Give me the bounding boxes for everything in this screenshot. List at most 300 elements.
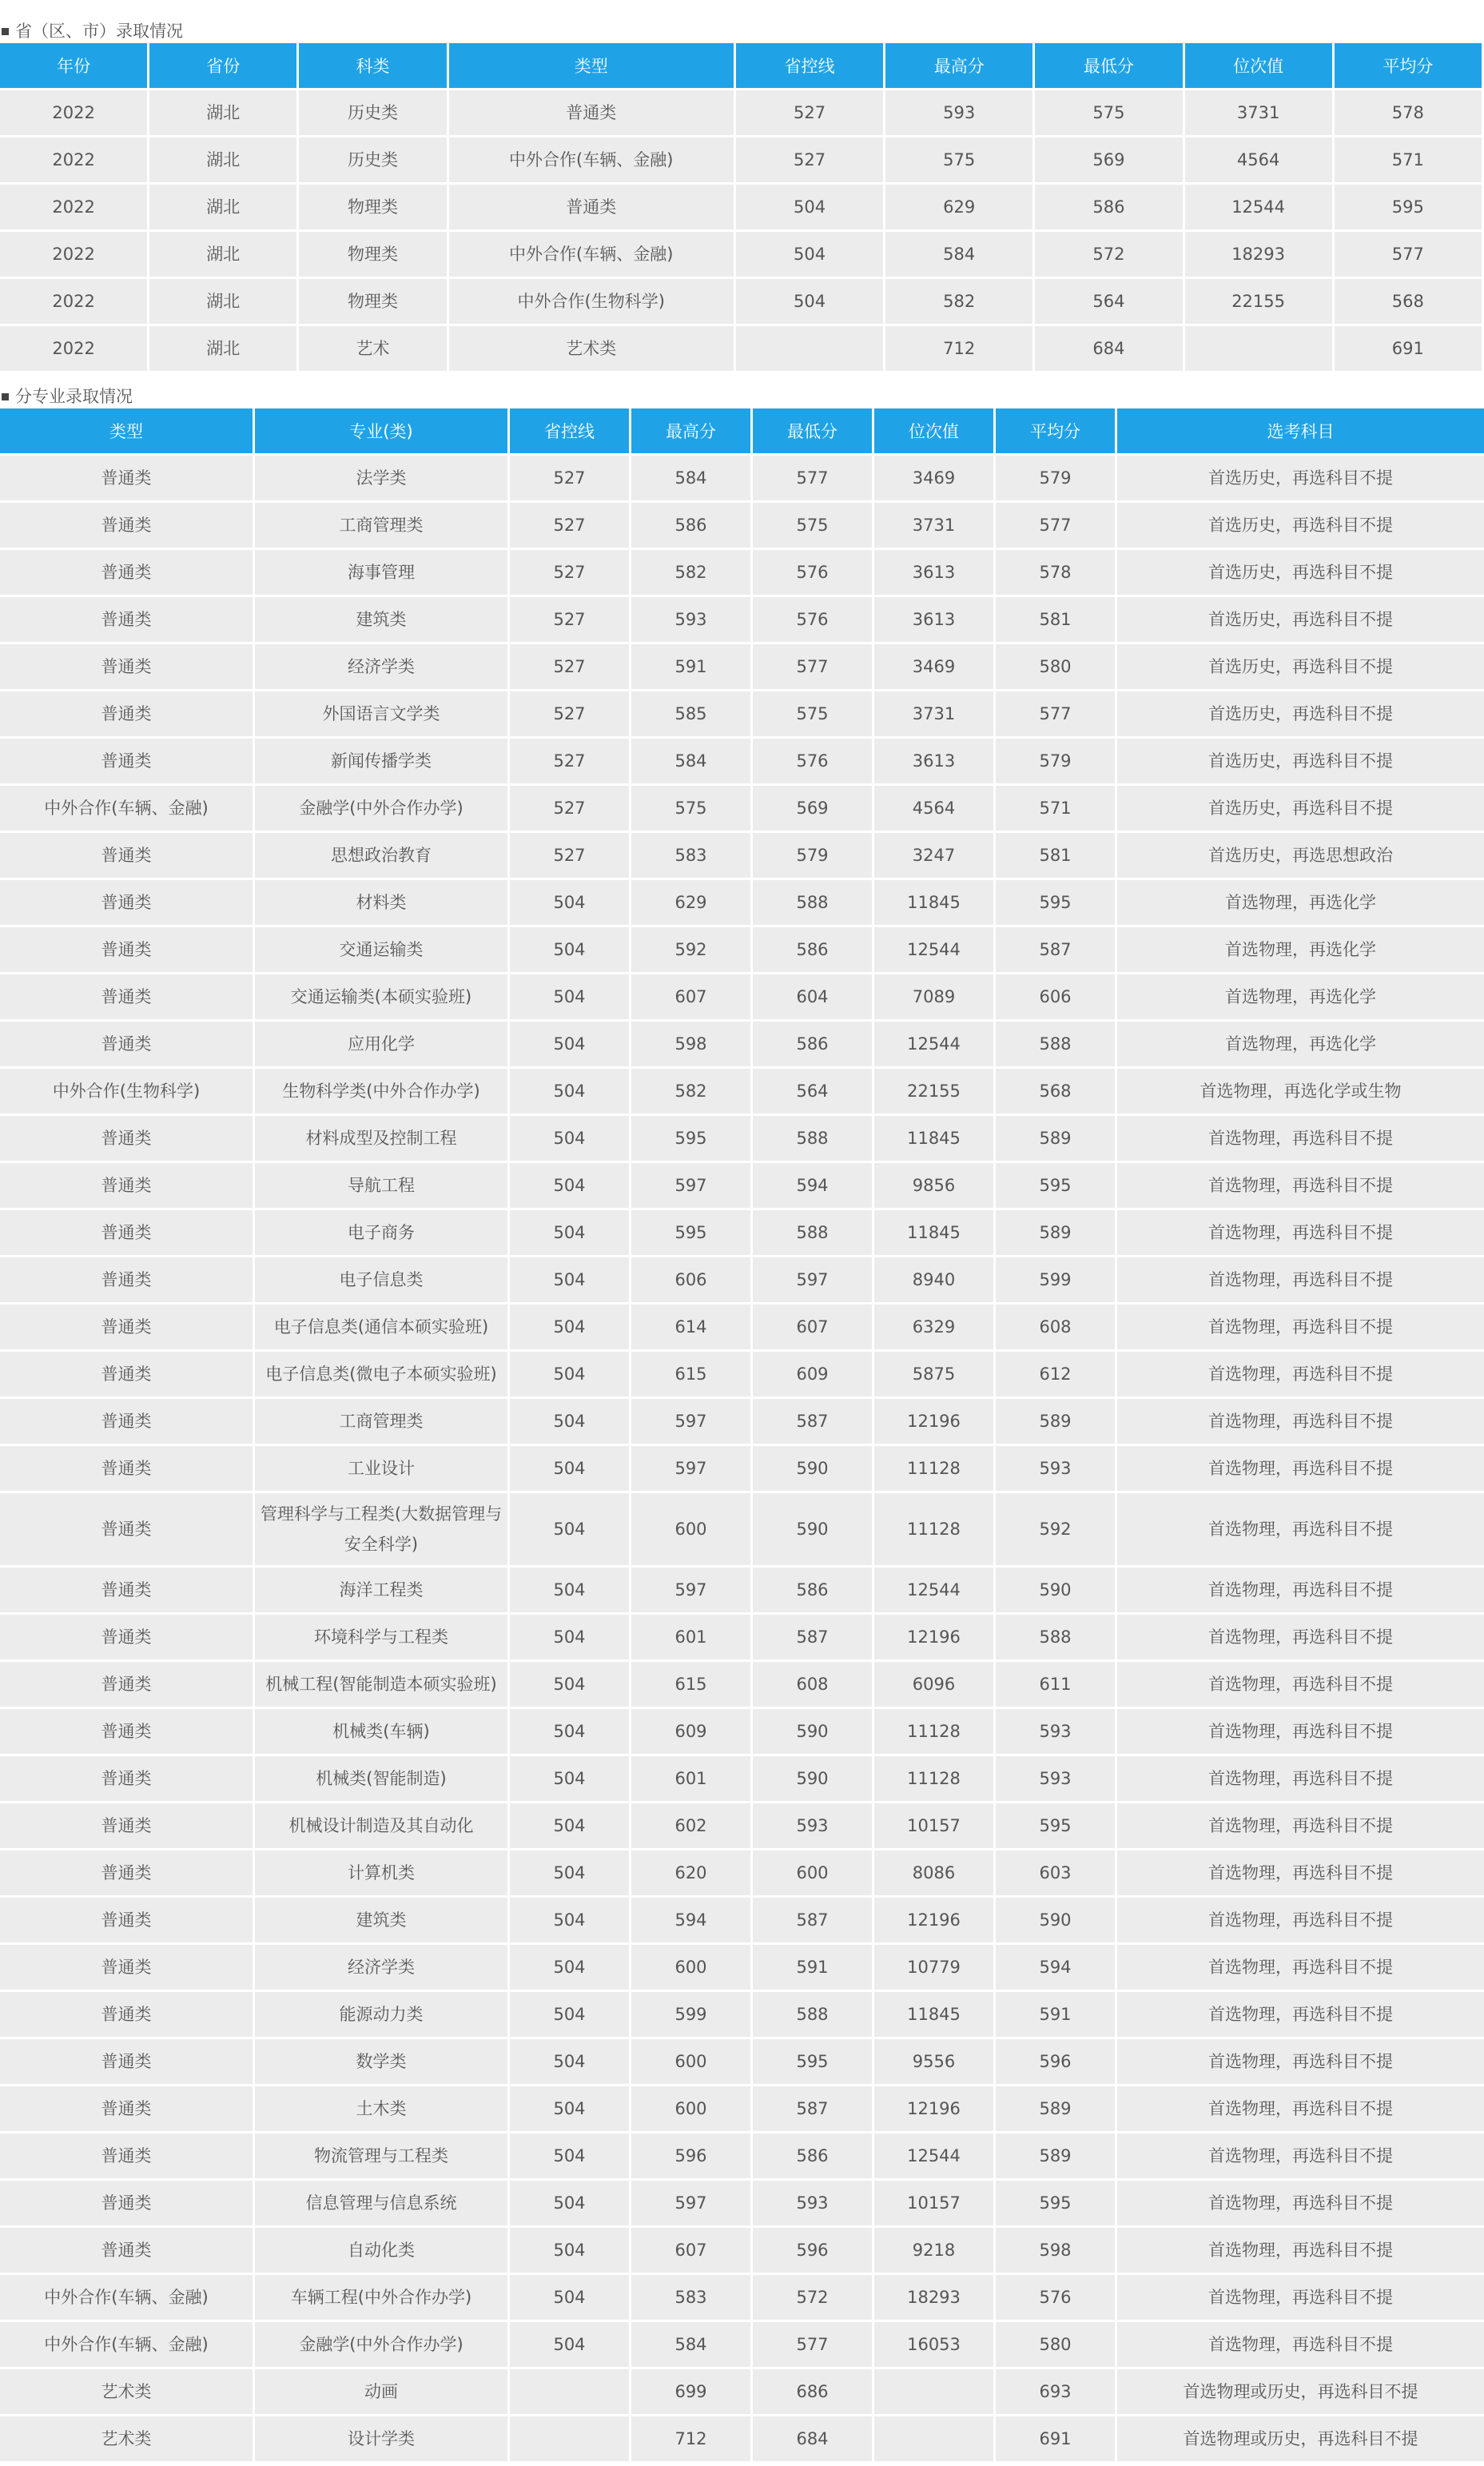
table-cell: 首选历史，再选科目不提 (1117, 503, 1484, 548)
table-cell: 593 (753, 1803, 872, 1848)
table-cell: 普通类 (0, 1992, 253, 2037)
table-cell: 699 (631, 2369, 750, 2414)
table-cell: 595 (753, 2039, 872, 2084)
table-cell: 普通类 (0, 880, 253, 925)
table-cell: 首选物理或历史，再选科目不提 (1117, 2416, 1484, 2461)
table-row (0, 739, 1484, 783)
table-cell: 交通运输类 (255, 927, 507, 972)
table-cell: 504 (510, 1709, 629, 1754)
table-row (0, 2228, 1484, 2273)
table-cell: 591 (996, 1992, 1115, 2037)
table-row (0, 1210, 1484, 1255)
table-cell: 首选物理，再选化学 (1117, 880, 1484, 925)
table-header-row (0, 43, 1482, 88)
table-cell: 首选物理，再选化学 (1117, 974, 1484, 1019)
column-header: 最高分 (885, 43, 1032, 88)
table-cell: 首选物理，再选化学 (1117, 927, 1484, 972)
table-cell: 普通类 (0, 1662, 253, 1707)
table-cell: 普通类 (0, 503, 253, 548)
table-row (0, 1662, 1484, 1707)
table-cell: 504 (510, 1446, 629, 1491)
table-row (0, 644, 1484, 689)
table-cell: 593 (996, 1756, 1115, 1801)
table-cell: 568 (996, 1069, 1115, 1113)
table-cell: 597 (753, 1257, 872, 1302)
table-cell: 504 (736, 185, 883, 229)
table-cell: 首选物理，再选科目不提 (1117, 1850, 1484, 1895)
table-cell: 首选历史，再选科目不提 (1117, 786, 1484, 831)
table-cell: 普通类 (0, 1756, 253, 1801)
table-cell: 10157 (874, 2181, 993, 2225)
table-cell: 2022 (0, 232, 147, 277)
table-row (0, 1803, 1484, 1848)
table-cell: 金融学(中外合作办学) (255, 2322, 507, 2367)
table-cell: 589 (996, 2086, 1115, 2131)
table-cell: 595 (1335, 185, 1482, 229)
table-cell: 普通类 (0, 2086, 253, 2131)
table-cell: 504 (510, 1069, 629, 1113)
table-cell: 首选物理，再选科目不提 (1117, 1210, 1484, 1255)
table-cell: 607 (631, 974, 750, 1019)
table-cell: 首选物理，再选科目不提 (1117, 1662, 1484, 1707)
table-cell: 历史类 (299, 90, 446, 135)
table-cell: 金融学(中外合作办学) (255, 786, 507, 831)
table-cell: 6329 (874, 1305, 993, 1349)
table-cell: 593 (631, 597, 750, 642)
table-cell: 普通类 (0, 2039, 253, 2084)
column-header: 平均分 (996, 408, 1115, 453)
table-cell: 首选物理，再选科目不提 (1117, 1352, 1484, 1396)
table-cell: 596 (996, 2039, 1115, 2084)
table-cell: 597 (631, 1568, 750, 1612)
table-cell: 504 (510, 880, 629, 925)
table-cell: 建筑类 (255, 1898, 507, 1942)
table-cell: 604 (753, 974, 872, 1019)
table-cell: 普通类 (0, 1493, 253, 1565)
table-cell: 建筑类 (255, 597, 507, 642)
table-cell: 机械类(智能制造) (255, 1756, 507, 1801)
table-cell: 575 (753, 691, 872, 736)
table-cell: 普通类 (0, 1803, 253, 1848)
table-cell: 机械类(车辆) (255, 1709, 507, 1754)
table-row (0, 550, 1484, 595)
table-cell: 法学类 (255, 456, 507, 500)
table-cell: 5875 (874, 1352, 993, 1396)
table-cell: 587 (753, 1615, 872, 1659)
table-row (0, 279, 1482, 324)
major-admission-table (0, 406, 1484, 2464)
table-cell: 湖北 (149, 232, 296, 277)
table-cell: 普通类 (0, 1850, 253, 1895)
table-cell: 车辆工程(中外合作办学) (255, 2275, 507, 2320)
table-cell: 3613 (874, 550, 993, 595)
table-row (0, 1945, 1484, 1990)
table-cell: 普通类 (0, 691, 253, 736)
table-cell: 504 (510, 1116, 629, 1161)
table-cell: 572 (1035, 232, 1182, 277)
table-cell: 569 (1035, 137, 1182, 182)
table-cell: 普通类 (0, 2181, 253, 2225)
table-cell: 物理类 (299, 279, 446, 324)
table-cell: 首选物理，再选科目不提 (1117, 2181, 1484, 2225)
table-cell: 首选物理，再选科目不提 (1117, 1305, 1484, 1349)
table-cell: 577 (996, 503, 1115, 548)
table-cell: 中外合作(车辆、金融) (449, 232, 734, 277)
table-cell: 电子信息类 (255, 1257, 507, 1302)
table-cell: 693 (996, 2369, 1115, 2414)
table-cell: 湖北 (149, 185, 296, 229)
table-cell: 设计学类 (255, 2416, 507, 2461)
table-cell: 600 (631, 1493, 750, 1565)
table-cell: 600 (631, 2086, 750, 2131)
table-cell: 普通类 (0, 550, 253, 595)
table-cell: 首选物理，再选科目不提 (1117, 2322, 1484, 2367)
table-cell: 首选物理，再选科目不提 (1117, 1568, 1484, 1612)
table-cell: 527 (736, 90, 883, 135)
table-cell: 12196 (874, 1898, 993, 1942)
table-cell: 首选物理，再选科目不提 (1117, 1756, 1484, 1801)
table-cell: 504 (510, 1803, 629, 1848)
table-cell: 620 (631, 1850, 750, 1895)
table-cell: 582 (631, 550, 750, 595)
table-cell: 575 (1035, 90, 1182, 135)
table-cell: 中外合作(车辆、金融) (0, 2275, 253, 2320)
column-header: 最低分 (1035, 43, 1182, 88)
table-cell: 590 (996, 1898, 1115, 1942)
table-cell: 物理类 (299, 232, 446, 277)
table-cell: 12544 (874, 927, 993, 972)
province-admission-table (0, 41, 1484, 373)
table-cell: 3731 (874, 691, 993, 736)
table-cell: 10157 (874, 1803, 993, 1848)
table-cell: 587 (753, 1399, 872, 1444)
table-cell: 504 (510, 1898, 629, 1942)
column-header: 选考科目 (1117, 408, 1484, 453)
table-cell: 首选历史，再选科目不提 (1117, 644, 1484, 689)
table-cell: 504 (736, 279, 883, 324)
table-cell: 587 (753, 2086, 872, 2131)
table-cell: 普通类 (449, 185, 734, 229)
table-cell: 594 (753, 1163, 872, 1208)
section-title-major-text: 分专业录取情况 (15, 387, 133, 406)
table-cell: 中外合作(生物科学) (0, 1069, 253, 1113)
table-cell: 18293 (1185, 232, 1332, 277)
table-cell: 597 (631, 1446, 750, 1491)
table-cell: 600 (631, 1945, 750, 1990)
column-header: 类型 (449, 43, 734, 88)
table-cell: 11845 (874, 880, 993, 925)
table-cell: 601 (631, 1756, 750, 1801)
table-cell: 590 (753, 1493, 872, 1565)
table-cell: 589 (996, 1210, 1115, 1255)
table-row (0, 1992, 1484, 2037)
table-row (0, 2181, 1484, 2225)
table-cell: 9856 (874, 1163, 993, 1208)
table-row (0, 597, 1484, 642)
table-cell: 504 (510, 1493, 629, 1565)
table-row (0, 90, 1482, 135)
table-cell: 思想政治教育 (255, 833, 507, 878)
table-cell: 首选物理，再选科目不提 (1117, 1945, 1484, 1990)
table-cell: 593 (885, 90, 1032, 135)
table-cell: 工商管理类 (255, 503, 507, 548)
table-cell: 608 (996, 1305, 1115, 1349)
table-cell: 591 (631, 644, 750, 689)
table-cell: 物理类 (299, 185, 446, 229)
table-cell: 16053 (874, 2322, 993, 2367)
table-row (0, 786, 1484, 831)
table-cell: 571 (1335, 137, 1482, 182)
table-cell (736, 326, 883, 371)
column-header: 最高分 (631, 408, 750, 453)
table-cell: 595 (996, 880, 1115, 925)
table-cell: 586 (753, 1022, 872, 1066)
table-cell: 11845 (874, 1210, 993, 1255)
table-row (0, 1493, 1484, 1565)
table-cell: 586 (753, 927, 872, 972)
table-cell: 普通类 (0, 927, 253, 972)
table-cell: 606 (996, 974, 1115, 1019)
table-row (0, 2369, 1484, 2414)
table-cell: 普通类 (0, 974, 253, 1019)
table-cell: 615 (631, 1662, 750, 1707)
table-cell: 18293 (874, 2275, 993, 2320)
table-cell: 580 (996, 2322, 1115, 2367)
table-cell: 22155 (1185, 279, 1332, 324)
table-cell: 600 (631, 2039, 750, 2084)
table-cell: 571 (996, 786, 1115, 831)
table-cell: 普通类 (0, 1615, 253, 1659)
table-cell: 首选历史，再选科目不提 (1117, 691, 1484, 736)
table-cell: 590 (753, 1709, 872, 1754)
table-cell: 572 (753, 2275, 872, 2320)
table-cell: 首选物理，再选科目不提 (1117, 2086, 1484, 2131)
table-cell: 2022 (0, 326, 147, 371)
table-cell: 7089 (874, 974, 993, 1019)
table-cell: 582 (885, 279, 1032, 324)
table-cell: 595 (631, 1116, 750, 1161)
table-cell: 首选历史，再选科目不提 (1117, 739, 1484, 783)
table-cell: 504 (510, 1210, 629, 1255)
table-cell: 12196 (874, 1399, 993, 1444)
table-cell: 物流管理与工程类 (255, 2133, 507, 2178)
table-row (0, 1399, 1484, 1444)
table-cell: 首选物理，再选科目不提 (1117, 1493, 1484, 1565)
table-cell: 527 (510, 456, 629, 500)
column-header: 位次值 (874, 408, 993, 453)
table-cell: 首选物理，再选科目不提 (1117, 1116, 1484, 1161)
table-cell: 576 (753, 550, 872, 595)
table-cell: 湖北 (149, 137, 296, 182)
column-header: 省控线 (736, 43, 883, 88)
table-row (0, 2039, 1484, 2084)
table-cell: 艺术类 (449, 326, 734, 371)
table-cell: 609 (631, 1709, 750, 1754)
table-row (0, 326, 1482, 371)
table-cell: 597 (631, 1399, 750, 1444)
table-cell: 中外合作(车辆、金融) (0, 786, 253, 831)
table-cell: 686 (753, 2369, 872, 2414)
table-cell: 首选物理，再选科目不提 (1117, 1257, 1484, 1302)
table-cell: 583 (631, 833, 750, 878)
table-cell: 11845 (874, 1992, 993, 2037)
table-row (0, 1709, 1484, 1754)
table-cell: 11845 (874, 1116, 993, 1161)
table-cell: 应用化学 (255, 1022, 507, 1066)
table-cell: 机械设计制造及其自动化 (255, 1803, 507, 1848)
column-header: 平均分 (1335, 43, 1482, 88)
table-row (0, 232, 1482, 277)
table-cell: 612 (996, 1352, 1115, 1396)
table-cell: 591 (753, 1945, 872, 1990)
table-cell: 艺术类 (0, 2369, 253, 2414)
table-cell: 材料类 (255, 880, 507, 925)
table-row (0, 1257, 1484, 1302)
table-cell: 614 (631, 1305, 750, 1349)
table-cell: 593 (996, 1709, 1115, 1754)
table-cell: 12544 (1185, 185, 1332, 229)
table-cell: 577 (996, 691, 1115, 736)
table-cell: 504 (510, 1568, 629, 1612)
table-cell: 湖北 (149, 326, 296, 371)
table-cell: 工业设计 (255, 1446, 507, 1491)
table-cell: 603 (996, 1850, 1115, 1895)
table-cell: 527 (510, 739, 629, 783)
table-cell: 首选物理，再选科目不提 (1117, 1992, 1484, 2037)
table-cell: 712 (631, 2416, 750, 2461)
table-cell: 首选物理，再选科目不提 (1117, 1615, 1484, 1659)
table-cell: 588 (996, 1615, 1115, 1659)
table-row (0, 1850, 1484, 1895)
table-cell: 691 (996, 2416, 1115, 2461)
table-cell: 中外合作(车辆、金融) (449, 137, 734, 182)
table-cell: 普通类 (0, 1022, 253, 1066)
table-cell: 606 (631, 1257, 750, 1302)
table-cell: 首选物理，再选科目不提 (1117, 2133, 1484, 2178)
table-cell: 普通类 (0, 833, 253, 878)
table-cell: 电子信息类(通信本硕实验班) (255, 1305, 507, 1349)
table-cell: 普通类 (0, 1116, 253, 1161)
table-cell (1185, 326, 1332, 371)
table-cell: 584 (885, 232, 1032, 277)
table-cell: 504 (510, 2086, 629, 2131)
table-cell: 12196 (874, 2086, 993, 2131)
table-cell: 2022 (0, 279, 147, 324)
section-title-major (0, 373, 1484, 408)
table-cell: 首选历史，再选科目不提 (1117, 550, 1484, 595)
table-cell: 首选物理，再选化学 (1117, 1022, 1484, 1066)
table-row (0, 1898, 1484, 1942)
table-cell: 684 (753, 2416, 872, 2461)
table-row (0, 503, 1484, 548)
table-cell: 527 (510, 550, 629, 595)
table-cell: 607 (753, 1305, 872, 1349)
table-cell: 504 (510, 927, 629, 972)
table-cell: 6096 (874, 1662, 993, 1707)
table-cell: 504 (510, 1615, 629, 1659)
table-cell: 564 (1035, 279, 1182, 324)
table-cell: 589 (996, 1116, 1115, 1161)
table-cell: 22155 (874, 1069, 993, 1113)
table-row (0, 1568, 1484, 1612)
table-cell: 587 (996, 927, 1115, 972)
table-cell: 土木类 (255, 2086, 507, 2131)
table-cell: 4564 (874, 786, 993, 831)
table-cell: 527 (510, 833, 629, 878)
table-cell: 3469 (874, 644, 993, 689)
table-cell: 504 (510, 2133, 629, 2178)
table-cell: 592 (996, 1493, 1115, 1565)
table-cell: 588 (753, 1116, 872, 1161)
table-cell: 工商管理类 (255, 1399, 507, 1444)
table-cell: 504 (510, 2181, 629, 2225)
table-cell: 580 (996, 644, 1115, 689)
table-cell: 504 (736, 232, 883, 277)
table-cell: 504 (510, 1022, 629, 1066)
table-cell: 504 (510, 1945, 629, 1990)
table-cell: 588 (753, 880, 872, 925)
table-row (0, 1615, 1484, 1659)
table-row (0, 1305, 1484, 1349)
table-cell: 11128 (874, 1709, 993, 1754)
table-cell: 594 (631, 1898, 750, 1942)
table-cell: 575 (631, 786, 750, 831)
table-cell: 609 (753, 1352, 872, 1396)
column-header: 年份 (0, 43, 147, 88)
table-row (0, 927, 1484, 972)
table-cell: 576 (996, 2275, 1115, 2320)
table-cell: 527 (510, 597, 629, 642)
table-cell: 598 (996, 2228, 1115, 2273)
table-row (0, 2086, 1484, 2131)
table-cell: 577 (1335, 232, 1482, 277)
table-cell: 599 (631, 1992, 750, 2037)
table-cell: 新闻传播学类 (255, 739, 507, 783)
table-cell: 湖北 (149, 279, 296, 324)
table-cell: 普通类 (0, 1446, 253, 1491)
table-cell: 611 (996, 1662, 1115, 1707)
table-cell: 504 (510, 1399, 629, 1444)
table-row (0, 691, 1484, 736)
table-cell: 590 (996, 1568, 1115, 1612)
table-cell: 普通类 (0, 1709, 253, 1754)
table-cell: 海事管理 (255, 550, 507, 595)
table-row (0, 1163, 1484, 1208)
column-header: 省控线 (510, 408, 629, 453)
table-row (0, 456, 1484, 500)
table-cell: 504 (510, 1850, 629, 1895)
table-cell: 普通类 (0, 1399, 253, 1444)
table-cell: 600 (753, 1850, 872, 1895)
table-cell: 10779 (874, 1945, 993, 1990)
table-cell: 材料成型及控制工程 (255, 1116, 507, 1161)
table-cell: 590 (753, 1446, 872, 1491)
table-cell: 首选物理，再选化学或生物 (1117, 1069, 1484, 1113)
table-cell: 普通类 (449, 90, 734, 135)
table-cell: 首选物理，再选科目不提 (1117, 1898, 1484, 1942)
table-row (0, 137, 1482, 182)
table-cell: 598 (631, 1022, 750, 1066)
table-cell: 594 (996, 1945, 1115, 1990)
table-cell: 504 (510, 1662, 629, 1707)
table-cell: 普通类 (0, 2228, 253, 2273)
table-cell: 595 (996, 1163, 1115, 1208)
table-cell: 589 (996, 1399, 1115, 1444)
table-cell: 527 (510, 691, 629, 736)
table-cell: 首选历史，再选科目不提 (1117, 597, 1484, 642)
table-cell: 信息管理与信息系统 (255, 2181, 507, 2225)
table-cell: 587 (753, 1898, 872, 1942)
